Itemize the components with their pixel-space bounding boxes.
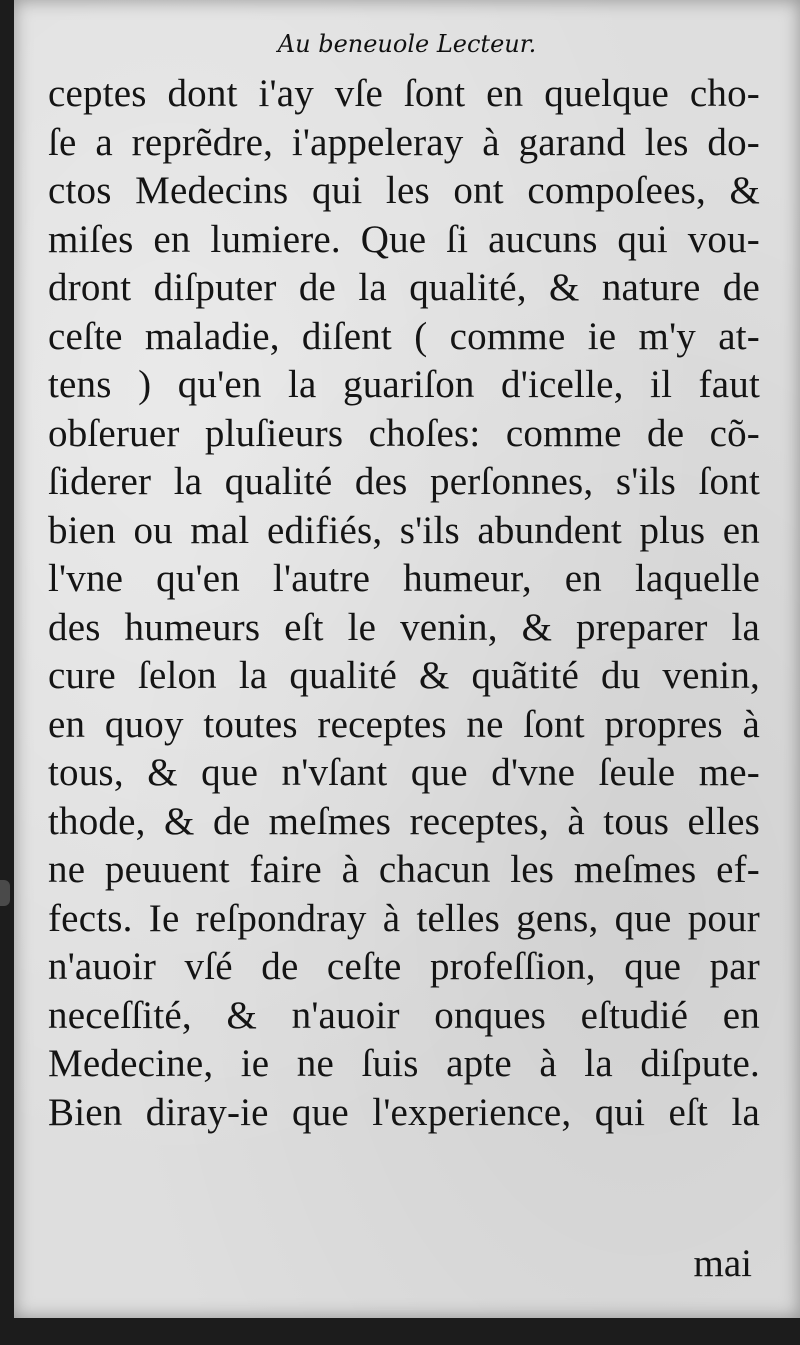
text-line: tous, & que n'vſant que d'vne ſeule me- <box>48 751 760 794</box>
text-line: ſiderer la qualité des perſonnes, s'ils ſont <box>48 460 760 503</box>
page-edge-mark <box>0 880 10 906</box>
text-line: Bien diray-ie que l'experience, qui eſt la <box>48 1090 760 1134</box>
text-line: ceſte maladie, diſent ( comme ie m'y at- <box>48 314 760 358</box>
text-line: ne peuuent faire à chacun les meſmes ef- <box>48 848 760 891</box>
body-text <box>48 70 760 1137</box>
text-line: ſe a reprẽdre, i'appeleray à garand les do- <box>48 120 760 164</box>
catchword: mai <box>693 1242 752 1285</box>
text-line: thode, & de meſmes receptes, à tous elles <box>48 799 760 843</box>
text-line: l'vne qu'en l'autre humeur, en laquelle <box>48 557 760 600</box>
running-head: Au beneuole Lecteur. <box>277 30 537 58</box>
text-line: fects. Ie reſpondray à telles gens, que pour <box>48 896 760 940</box>
text-line: Medecine, ie ne ſuis apte à la diſpute. <box>48 1042 760 1085</box>
text-line: neceſſité, & n'auoir onques eſtudié en <box>48 993 760 1037</box>
text-line: des humeurs eſt le venin, & preparer la <box>48 605 760 649</box>
text-line: n'auoir vſé de ceſte profeſſion, que par <box>48 945 760 988</box>
text-line: bien ou mal edifiés, s'ils abundent plus en <box>48 508 760 552</box>
book-page <box>14 0 800 1318</box>
text-line: cure ſelon la qualité & quãtité du venin, <box>48 654 760 697</box>
text-line: ceptes dont i'ay vſe ſont en quelque cho- <box>48 72 760 115</box>
text-line: dront diſputer de la qualité, & nature de <box>48 266 760 309</box>
text-line: tens ) qu'en la guariſon d'icelle, il faut <box>48 363 760 406</box>
text-line: en quoy toutes receptes ne ſont propres à <box>48 702 760 746</box>
text-line: ctos Medecins qui les ont compoſees, & <box>48 169 760 212</box>
text-line: obſeruer pluſieurs choſes: comme de cõ- <box>48 411 760 455</box>
text-line: miſes en lumiere. Que ſi aucuns qui vou- <box>48 217 760 261</box>
